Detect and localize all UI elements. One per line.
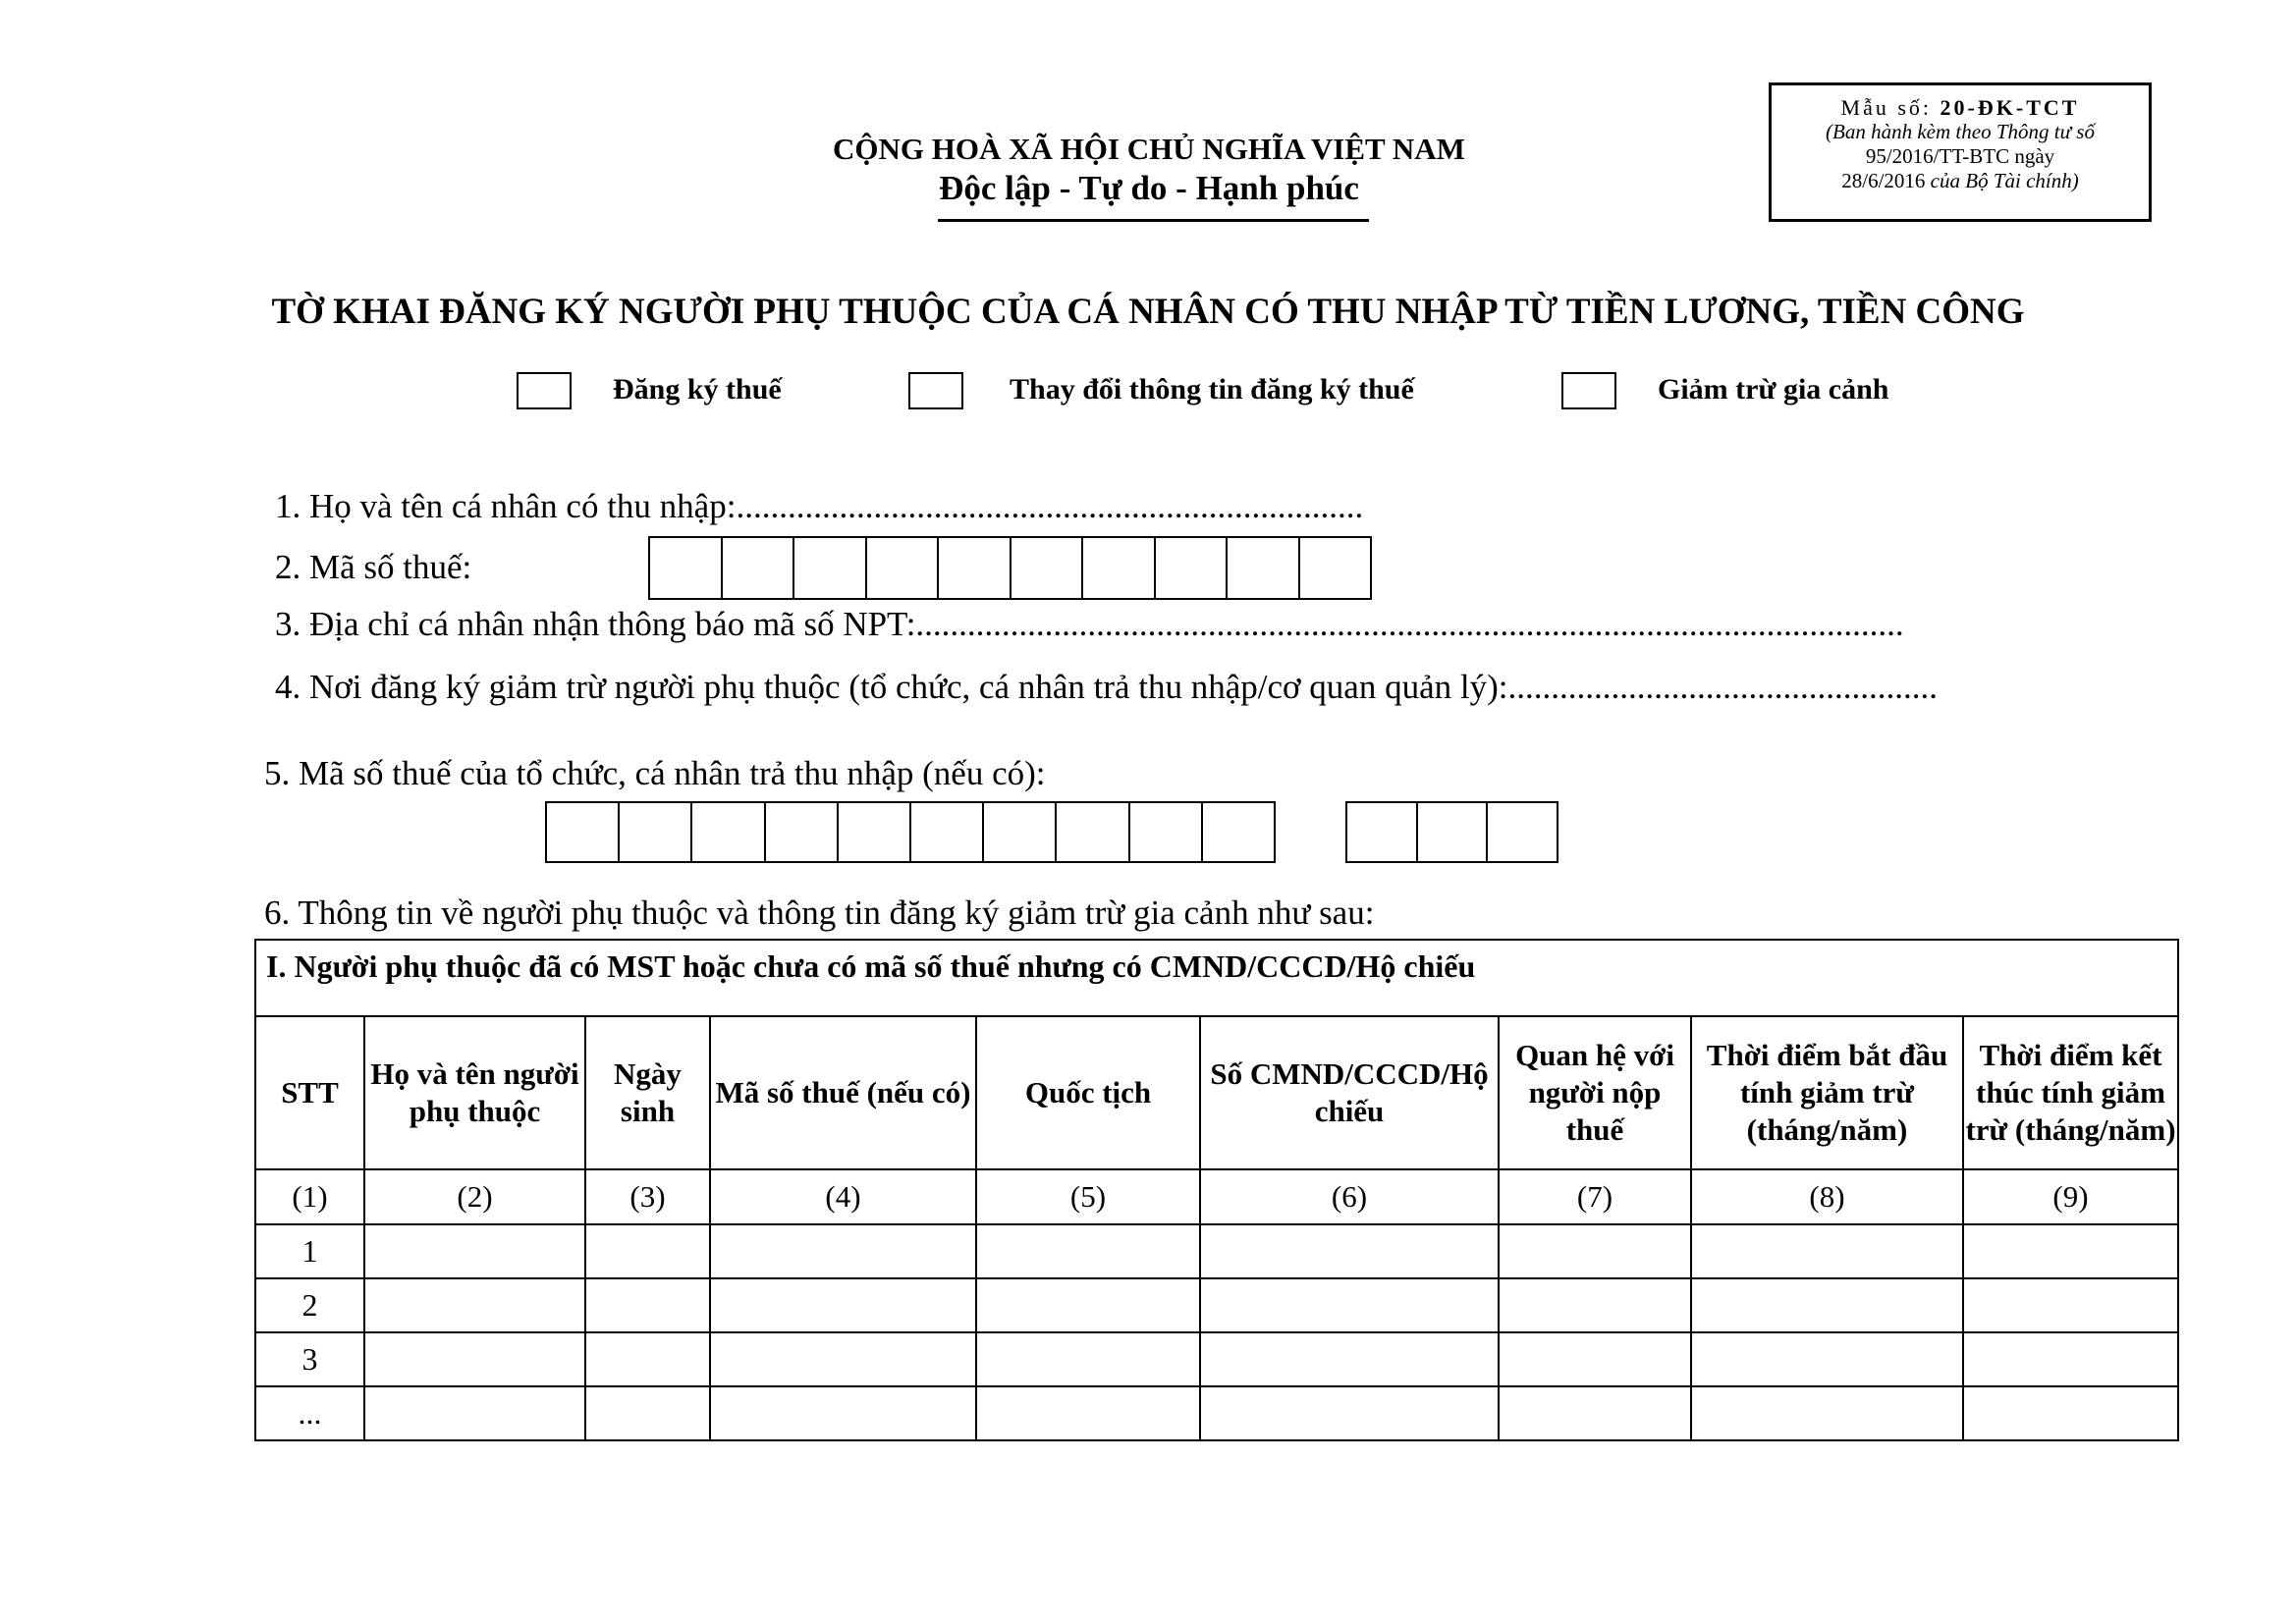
row-number: 1 <box>255 1224 364 1278</box>
table-cell[interactable] <box>364 1278 585 1332</box>
row-number: 3 <box>255 1332 364 1386</box>
tax-code-digit-box[interactable] <box>794 538 867 598</box>
tax-code-digit-box[interactable] <box>1083 538 1156 598</box>
row-number: 2 <box>255 1278 364 1332</box>
column-number-row <box>255 1169 2178 1224</box>
payer-tax-code-digit-box[interactable] <box>1057 803 1129 861</box>
payer-tax-code-digit-box[interactable] <box>547 803 620 861</box>
payer-branch-digit-box[interactable] <box>1347 803 1418 861</box>
form-number-box <box>1769 82 2152 222</box>
tax-code-digit-box[interactable] <box>1300 538 1373 598</box>
table-cell[interactable] <box>1963 1332 2178 1386</box>
tax-code-digit-box[interactable] <box>867 538 940 598</box>
table-cell[interactable] <box>710 1224 976 1278</box>
form-circular-date: 28/6/2016 <box>1841 169 1931 192</box>
table-cell[interactable] <box>710 1332 976 1386</box>
table-cell[interactable] <box>1691 1386 1963 1440</box>
tax-code-digit-box[interactable] <box>939 538 1011 598</box>
form-circular-text: Thông tư số <box>1995 120 2095 143</box>
field-payer-tax-code-label: 5. Mã số thuế của tổ chức, cá nhân trả thu nhập (nếu có): <box>264 754 1046 792</box>
col-header-stt: STT <box>255 1016 364 1169</box>
table-cell[interactable] <box>1499 1224 1691 1278</box>
payer-branch-digit-box[interactable] <box>1488 803 1558 861</box>
option-label-family-deduction: Giảm trừ gia cảnh <box>1658 373 1889 406</box>
tax-code-digit-box[interactable] <box>650 538 723 598</box>
table-cell[interactable] <box>585 1332 710 1386</box>
form-ministry-text: của Bộ Tài chính) <box>1930 169 2079 192</box>
field-tax-code-label: 2. Mã số thuế: <box>275 548 472 586</box>
checkbox-tax-registration[interactable] <box>517 372 572 409</box>
col-number: (7) <box>1499 1169 1691 1224</box>
motto: Độc lập - Tự do - Hạnh phúc <box>939 169 1359 207</box>
header-row <box>255 1016 2178 1169</box>
col-header-birth-date: Ngày sinh <box>585 1016 710 1169</box>
table-cell[interactable] <box>1200 1332 1499 1386</box>
table-cell[interactable] <box>585 1386 710 1440</box>
payer-tax-code-digit-box[interactable] <box>692 803 765 861</box>
col-number: (5) <box>976 1169 1200 1224</box>
tax-code-digit-box[interactable] <box>1228 538 1300 598</box>
col-number: (9) <box>1963 1169 2178 1224</box>
col-header-relationship: Quan hệ với người nộp thuế <box>1499 1016 1691 1169</box>
table-cell[interactable] <box>1499 1278 1691 1332</box>
table-cell[interactable] <box>1200 1386 1499 1440</box>
tax-code-grid <box>648 536 1372 600</box>
tax-code-digit-box[interactable] <box>723 538 795 598</box>
option-label-change-registration-info: Thay đổi thông tin đăng ký thuế <box>1010 373 1414 406</box>
col-number: (6) <box>1200 1169 1499 1224</box>
table-cell[interactable] <box>1963 1224 2178 1278</box>
table-cell[interactable] <box>1963 1278 2178 1332</box>
payer-tax-code-digit-box[interactable] <box>984 803 1057 861</box>
col-number: (1) <box>255 1169 364 1224</box>
table-cell[interactable] <box>364 1332 585 1386</box>
table-cell[interactable] <box>976 1278 1200 1332</box>
payer-tax-code-digit-box[interactable] <box>1203 803 1276 861</box>
section-row <box>255 940 2178 1016</box>
table-row <box>255 1332 2178 1386</box>
field-taxpayer-name[interactable]: 1. Họ và tên cá nhân có thu nhập:......................................................................... <box>275 487 1364 525</box>
form-number-code: 20-ĐK-TCT <box>1940 95 2080 120</box>
col-number: (8) <box>1691 1169 1963 1224</box>
col-number: (4) <box>710 1169 976 1224</box>
field-notification-address[interactable]: 3. Địa chỉ cá nhân nhận thông báo mã số NPT:................................................................................................................... <box>275 605 1904 643</box>
table-cell[interactable] <box>1691 1278 1963 1332</box>
payer-tax-code-digit-box[interactable] <box>1130 803 1203 861</box>
table-cell[interactable] <box>1963 1386 2178 1440</box>
table-cell[interactable] <box>1499 1332 1691 1386</box>
col-number: (3) <box>585 1169 710 1224</box>
payer-tax-code-digit-box[interactable] <box>839 803 911 861</box>
page-title: TỜ KHAI ĐĂNG KÝ NGƯỜI PHỤ THUỘC CỦA CÁ NHÂN CÓ THU NHẬP TỪ TIỀN LƯƠNG, TIỀN CÔNG <box>271 292 2025 332</box>
payer-tax-code-digit-box[interactable] <box>766 803 839 861</box>
dependents-table <box>254 939 2179 1441</box>
table-row <box>255 1224 2178 1278</box>
payer-tax-code-branch-grid <box>1345 801 1558 863</box>
table-cell[interactable] <box>1691 1224 1963 1278</box>
table-row <box>255 1386 2178 1440</box>
table-cell[interactable] <box>976 1224 1200 1278</box>
table-cell[interactable] <box>585 1278 710 1332</box>
payer-tax-code-digit-box[interactable] <box>911 803 984 861</box>
table-cell[interactable] <box>710 1386 976 1440</box>
row-number: ... <box>255 1386 364 1440</box>
payer-branch-digit-box[interactable] <box>1418 803 1489 861</box>
motto-underline <box>938 219 1369 222</box>
form-issuance-text: (Ban hành kèm theo <box>1826 120 1996 143</box>
section-title: I. Người phụ thuộc đã có MST hoặc chưa có mã số thuế nhưng có CMND/CCCD/Hộ chiếu <box>255 940 2178 1016</box>
col-header-deduction-start: Thời điểm bắt đầu tính giảm trừ (tháng/năm) <box>1691 1016 1963 1169</box>
tax-code-digit-box[interactable] <box>1156 538 1229 598</box>
tax-code-digit-box[interactable] <box>1011 538 1084 598</box>
table-cell[interactable] <box>1691 1332 1963 1386</box>
table-cell[interactable] <box>710 1278 976 1332</box>
col-header-deduction-end: Thời điểm kết thúc tính giảm trừ (tháng/năm) <box>1963 1016 2178 1169</box>
col-header-id-number: Số CMND/CCCD/Hộ chiếu <box>1200 1016 1499 1169</box>
payer-tax-code-digit-box[interactable] <box>620 803 692 861</box>
table-cell[interactable] <box>1200 1278 1499 1332</box>
table-cell[interactable] <box>364 1386 585 1440</box>
table-cell[interactable] <box>1200 1224 1499 1278</box>
field-dependent-info-label: 6. Thông tin về người phụ thuộc và thông tin đăng ký giảm trừ gia cảnh như sau: <box>264 893 1375 932</box>
form-number-label: Mẫu số: <box>1840 95 1933 120</box>
table-cell[interactable] <box>1499 1386 1691 1440</box>
table-cell[interactable] <box>976 1332 1200 1386</box>
col-header-nationality: Quốc tịch <box>976 1016 1200 1169</box>
table-cell[interactable] <box>364 1224 585 1278</box>
col-header-dependent-name: Họ và tên người phụ thuộc <box>364 1016 585 1169</box>
form-circular-number: 95/2016/TT-BTC ngày <box>1865 144 2055 168</box>
option-label-tax-registration: Đăng ký thuế <box>613 373 782 406</box>
col-header-tax-code: Mã số thuế (nếu có) <box>710 1016 976 1169</box>
checkbox-change-registration-info[interactable] <box>908 372 963 409</box>
table-cell[interactable] <box>585 1224 710 1278</box>
checkbox-family-deduction[interactable] <box>1561 372 1616 409</box>
payer-tax-code-grid <box>545 801 1276 863</box>
nation-header: CỘNG HOÀ XÃ HỘI CHỦ NGHĨA VIỆT NAM <box>833 132 1465 166</box>
table-cell[interactable] <box>976 1386 1200 1440</box>
table-row <box>255 1278 2178 1332</box>
field-deduction-registration-place[interactable]: 4. Nơi đăng ký giảm trừ người phụ thuộc (tổ chức, cá nhân trả thu nhập/cơ quan quản lý):.................................................. <box>275 668 1938 706</box>
col-number: (2) <box>364 1169 585 1224</box>
